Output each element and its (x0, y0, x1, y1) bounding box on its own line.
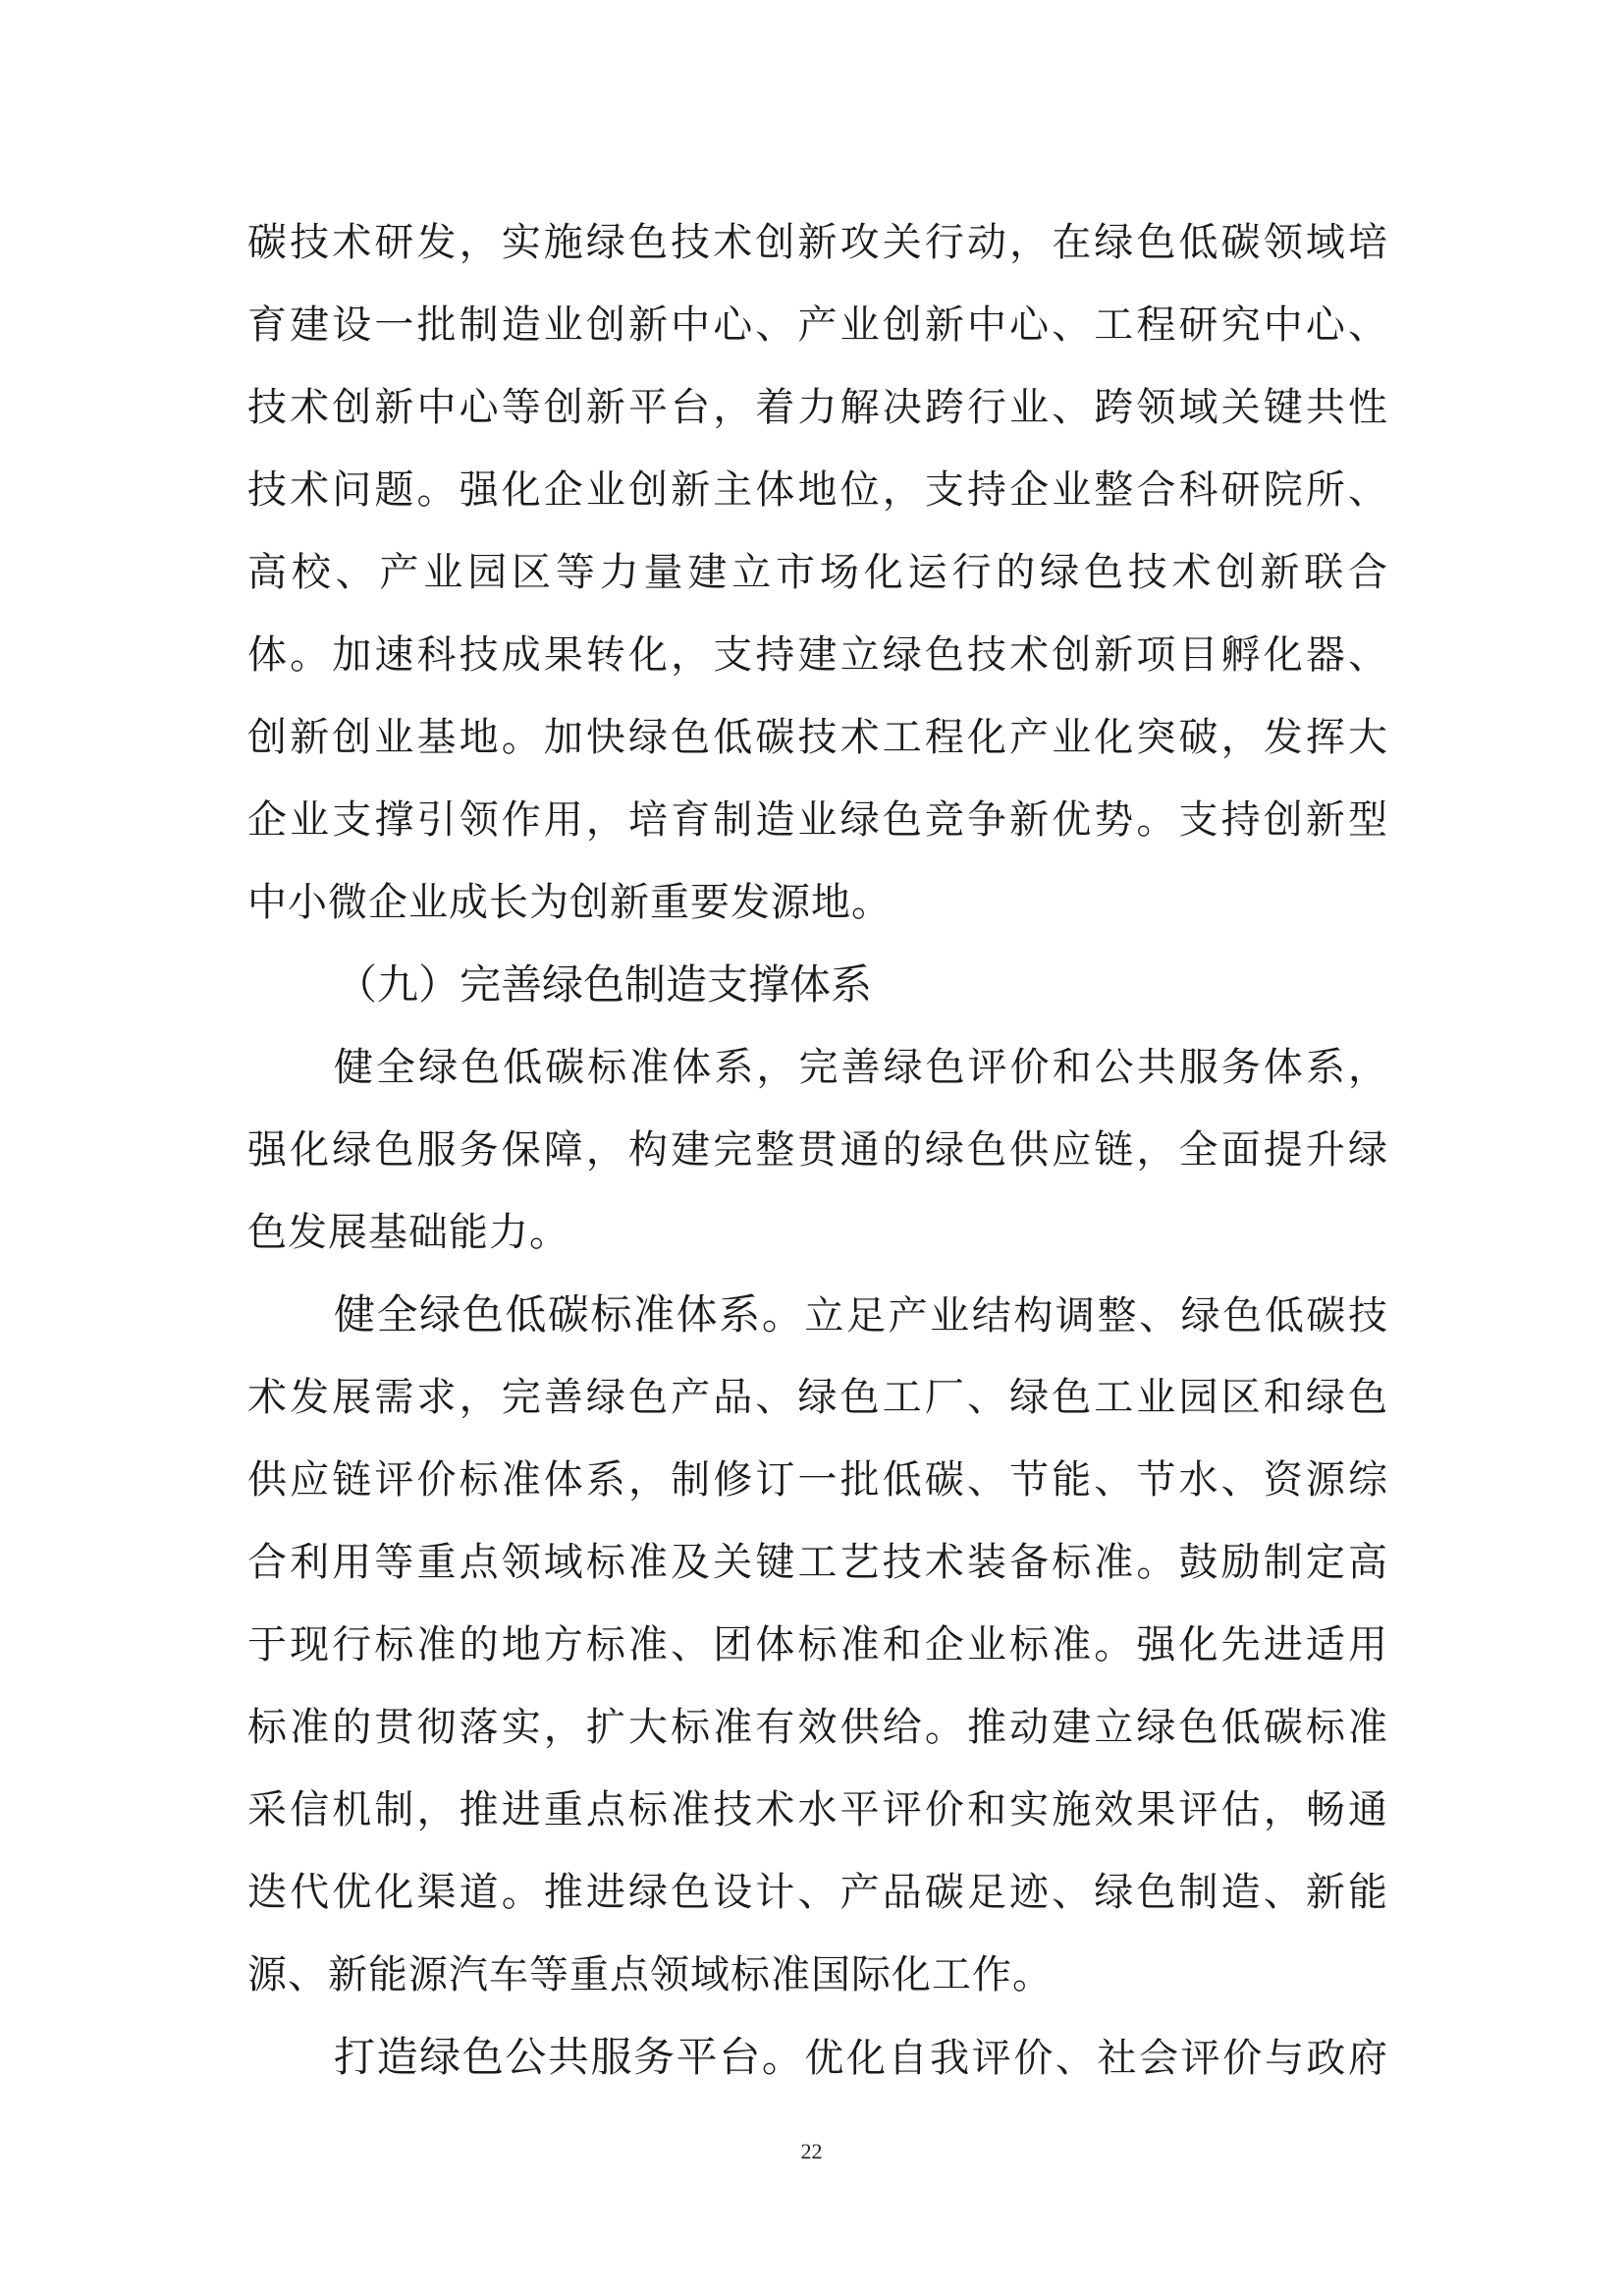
text-line: 创新创业基地。加快绿色低碳技术工程化产业化突破，发挥大 (247, 715, 1388, 760)
paragraph-lead: 健全绿色低碳标准体系。 (334, 1290, 805, 1339)
page-number: 22 (800, 2139, 823, 2163)
text-line: 源、新能源汽车等重点领域标准国际化工作。 (247, 1952, 1053, 1997)
paragraph-support-system (247, 1026, 1388, 1274)
text-line: 技术问题。强化企业创新主体地位，支持企业整合科研院所、 (247, 467, 1388, 513)
text-line: 术发展需求，完善绿色产品、绿色工厂、绿色工业园区和绿色 (247, 1375, 1388, 1420)
text-line: 于现行标准的地方标准、团体标准和企业标准。强化先进适用 (247, 1622, 1388, 1667)
text-span: 优化自我评价、社会评价与政府 (804, 2036, 1388, 2081)
text-line: 标准的贯彻落实，扩大标准有效供给。推动建立绿色低碳标准 (247, 1705, 1388, 1750)
text-line: 高校、产业园区等力量建立市场化运行的绿色技术创新联合 (247, 550, 1388, 595)
paragraph-public-service (247, 2016, 1388, 2099)
text-line: 企业支撑引领作用，培育制造业绿色竞争新优势。支持创新型 (247, 797, 1388, 843)
paragraph-lead: 打造绿色公共服务平台。 (334, 2033, 805, 2081)
text-line: 技术创新中心等创新平台，着力解决跨行业、跨领域关键共性 (247, 385, 1388, 430)
text-span: 立足产业结构调整、绿色低碳技 (804, 1293, 1388, 1339)
text-line: 育建设一批制造业创新中心、产业创新中心、工程研究中心、 (247, 302, 1388, 348)
text-line (247, 2016, 1388, 2099)
text-line: 健全绿色低碳标准体系，完善绿色评价和公共服务体系， (334, 1045, 1388, 1090)
paragraph-standards (247, 1274, 1388, 2016)
section-heading: （九）完善绿色制造支撑体系 (336, 960, 873, 1009)
text-line: 碳技术研发，实施绿色技术创新攻关行动，在绿色低碳领域培 (247, 220, 1388, 265)
text-line: 强化绿色服务保障，构建完整贯通的绿色供应链，全面提升绿 (247, 1127, 1388, 1173)
text-line: 采信机制，推进重点标准技术水平评价和实施效果评估，畅通 (247, 1787, 1388, 1832)
text-line (247, 1274, 1388, 1356)
text-line: 中小微企业成长为创新重要发源地。 (247, 880, 892, 925)
document-body (247, 201, 1388, 2099)
text-line: 供应链评价标准体系，制修订一批低碳、节能、节水、资源综 (247, 1457, 1388, 1503)
text-line: 迭代优化渠道。推进绿色设计、产品碳足迹、绿色制造、新能 (247, 1870, 1388, 1915)
text-line: 色发展基础能力。 (247, 1210, 569, 1255)
paragraph-innovation (247, 201, 1388, 944)
text-line: 合利用等重点领域标准及关键工艺技术装备标准。鼓励制定高 (247, 1540, 1388, 1585)
text-line: 体。加速科技成果转化，支持建立绿色技术创新项目孵化器、 (247, 632, 1388, 678)
